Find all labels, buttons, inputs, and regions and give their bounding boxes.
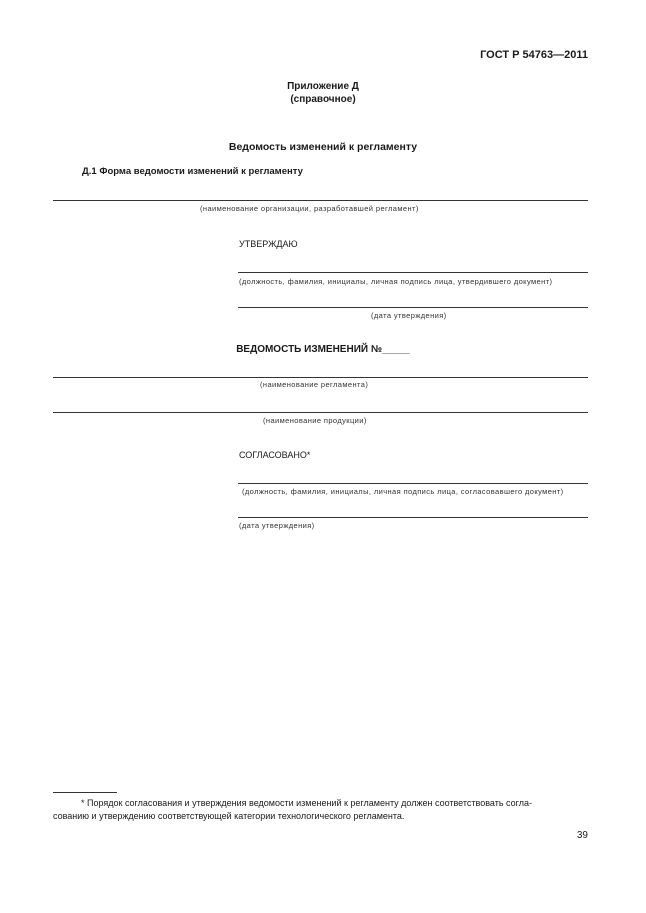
regulation-name-line <box>53 377 588 378</box>
appendix-title: Приложение Д <box>287 81 359 92</box>
approve-date-line <box>238 307 588 308</box>
approve-label: УТВЕРЖДАЮ <box>239 239 298 249</box>
org-name-line <box>53 200 588 201</box>
agreer-caption: (должность, фамилия, инициалы, личная подпись лица, согласовавшего документ) <box>242 487 564 496</box>
agree-date-caption: (дата утверждения) <box>239 521 315 530</box>
footnote-separator <box>53 792 117 793</box>
document-code: ГОСТ Р 54763—2011 <box>480 49 588 61</box>
agreer-line <box>238 483 588 484</box>
product-name-line <box>53 412 588 413</box>
approve-date-caption: (дата утверждения) <box>371 311 447 320</box>
product-name-caption: (наименование продукции) <box>263 416 367 425</box>
agree-date-line <box>238 517 588 518</box>
section-title: Ведомость изменений к регламенту <box>228 141 418 153</box>
appendix-subtitle: (справочное) <box>290 94 356 105</box>
sheet-title: ВЕДОМОСТЬ ИЗМЕНЕНИЙ №_____ <box>236 344 410 355</box>
approver-line <box>238 272 588 273</box>
page-number: 39 <box>576 830 588 841</box>
footnote-line-2: сованию и утверждению соответствующей категории технологического регламента. <box>53 811 405 821</box>
footnote-line-1: * Порядок согласования и утверждения ведомости изменений к регламенту должен соответствовать согла- <box>81 798 532 808</box>
regulation-name-caption: (наименование регламента) <box>260 380 369 389</box>
subsection-title: Д.1 Форма ведомости изменений к регламенту <box>82 166 303 177</box>
org-name-caption: (наименование организации, разработавшей регламент) <box>200 204 419 213</box>
approver-caption: (должность, фамилия, инициалы, личная подпись лица, утвердившего документ) <box>239 277 553 286</box>
agree-label: СОГЛАСОВАНО* <box>239 450 311 460</box>
